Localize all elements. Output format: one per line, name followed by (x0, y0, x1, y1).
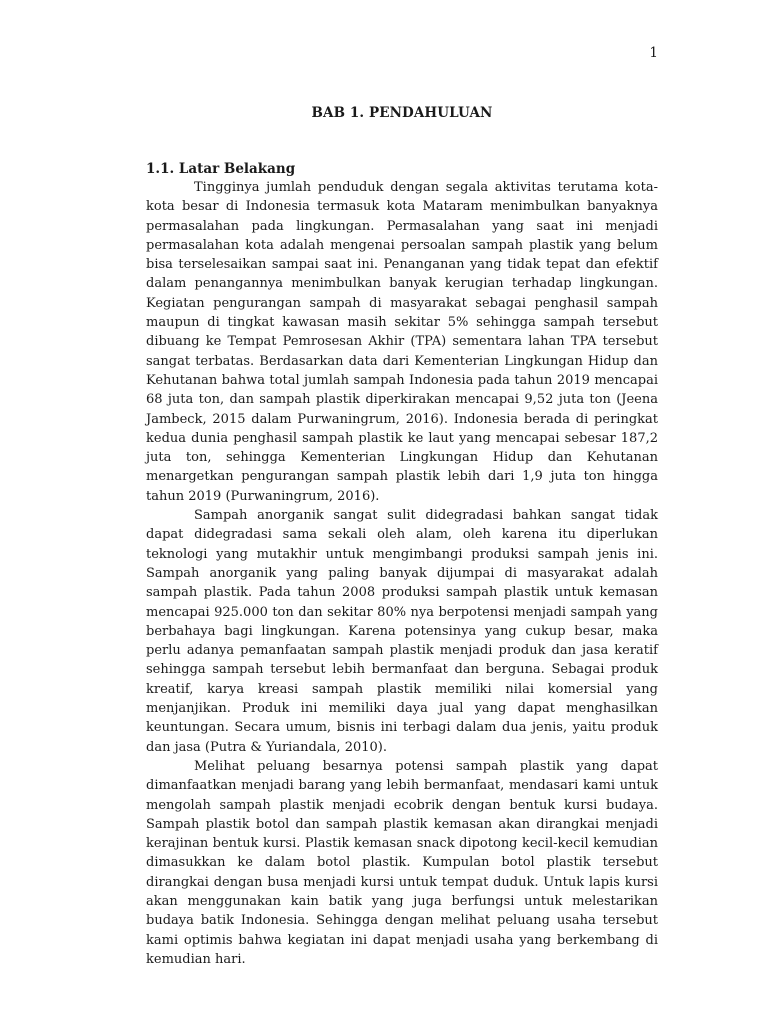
section-heading: 1.1. Latar Belakang (146, 161, 296, 177)
body-text (146, 178, 658, 969)
page-number: 1 (649, 45, 658, 61)
paragraph: Sampah anorganik sangat sulit didegradasi bahkan sangat tidak dapat didegradasi sama sekali oleh alam, oleh karena itu diperlukan teknologi yang mutakhir untuk mengimbangi produksi sampah jenis ini. Sampah anorganik yang paling banyak dijumpai di masyarakat adalah sampah plastik. Pada tahun 2008 produksi sampah plastik untuk kemasan mencapai 925.000 ton dan sekitar 80% nya berpotensi menjadi sampah yang berbahaya bagi lingkungan. Karena potensinya yang cukup besar, maka perlu adanya pemanfaatan sampah plastik menjadi produk dan jasa keratif sehingga sampah tersebut lebih bermanfaat dan berguna. Sebagai produk kreatif, karya kreasi sampah plastik memiliki nilai komersial yang menjanjikan. Produk ini memiliki daya jual yang dapat menghasilkan keuntungan. Secara umum, bisnis ini terbagi dalam dua jenis, yaitu produk dan jasa (Putra & Yuriandala, 2010). (146, 508, 658, 755)
chapter-title: BAB 1. PENDAHULUAN (311, 105, 493, 121)
paragraph: Tingginya jumlah penduduk dengan segala aktivitas terutama kota-kota besar di Indonesia termasuk kota Mataram menimbulkan banyaknya permasalahan pada lingkungan. Permasalahan yang saat ini menjadi permasalahan kota adalah mengenai persoalan sampah plastik yang belum bisa terselesaikan sampai saat ini. Penanganan yang tidak tepat dan efektif dalam penangannya menimbulkan banyak kerugian terhadap lingkungan. Kegiatan pengurangan sampah di masyarakat sebagai penghasil sampah maupun di tingkat kawasan masih sekitar 5% sehingga sampah tersebut dibuang ke Tempat Pemrosesan Akhir (TPA) sementara lahan TPA tersebut sangat terbatas. Berdasarkan data dari Kementerian Lingkungan Hidup dan Kehutanan bahwa total jumlah sampah Indonesia pada tahun 2019 mencapai 68 juta ton, dan sampah plastik diperkirakan mencapai 9,52 juta ton (Jeena Jambeck, 2015 dalam Purwaningrum, 2016). Indonesia berada di peringkat kedua dunia penghasil sampah plastik ke laut yang mencapai sebesar 187,2 juta ton, sehingga Kementerian Lingkungan Hidup dan Kehutanan menargetkan pengurangan sampah plastik lebih dari 1,9 juta ton hingga tahun 2019 (Purwaningrum, 2016). (146, 180, 658, 504)
paragraph: Melihat peluang besarnya potensi sampah plastik yang dapat dimanfaatkan menjadi barang yang lebih bermanfaat, mendasari kami untuk mengolah sampah plastik menjadi ecobrik dengan bentuk kursi budaya. Sampah plastik botol dan sampah plastik kemasan akan dirangkai menjadi kerajinan bentuk kursi. Plastik kemasan snack dipotong kecil-kecil kemudian dimasukkan ke dalam botol plastik. Kumpulan botol plastik tersebut dirangkai dengan busa menjadi kursi untuk tempat duduk. Untuk lapis kursi akan menggunakan kain batik yang juga berfungsi untuk melestarikan budaya batik Indonesia. Sehingga dengan melihat peluang usaha tersebut kami optimis bahwa kegiatan ini dapat menjadi usaha yang berkembang di kemudian hari. (146, 758, 658, 967)
